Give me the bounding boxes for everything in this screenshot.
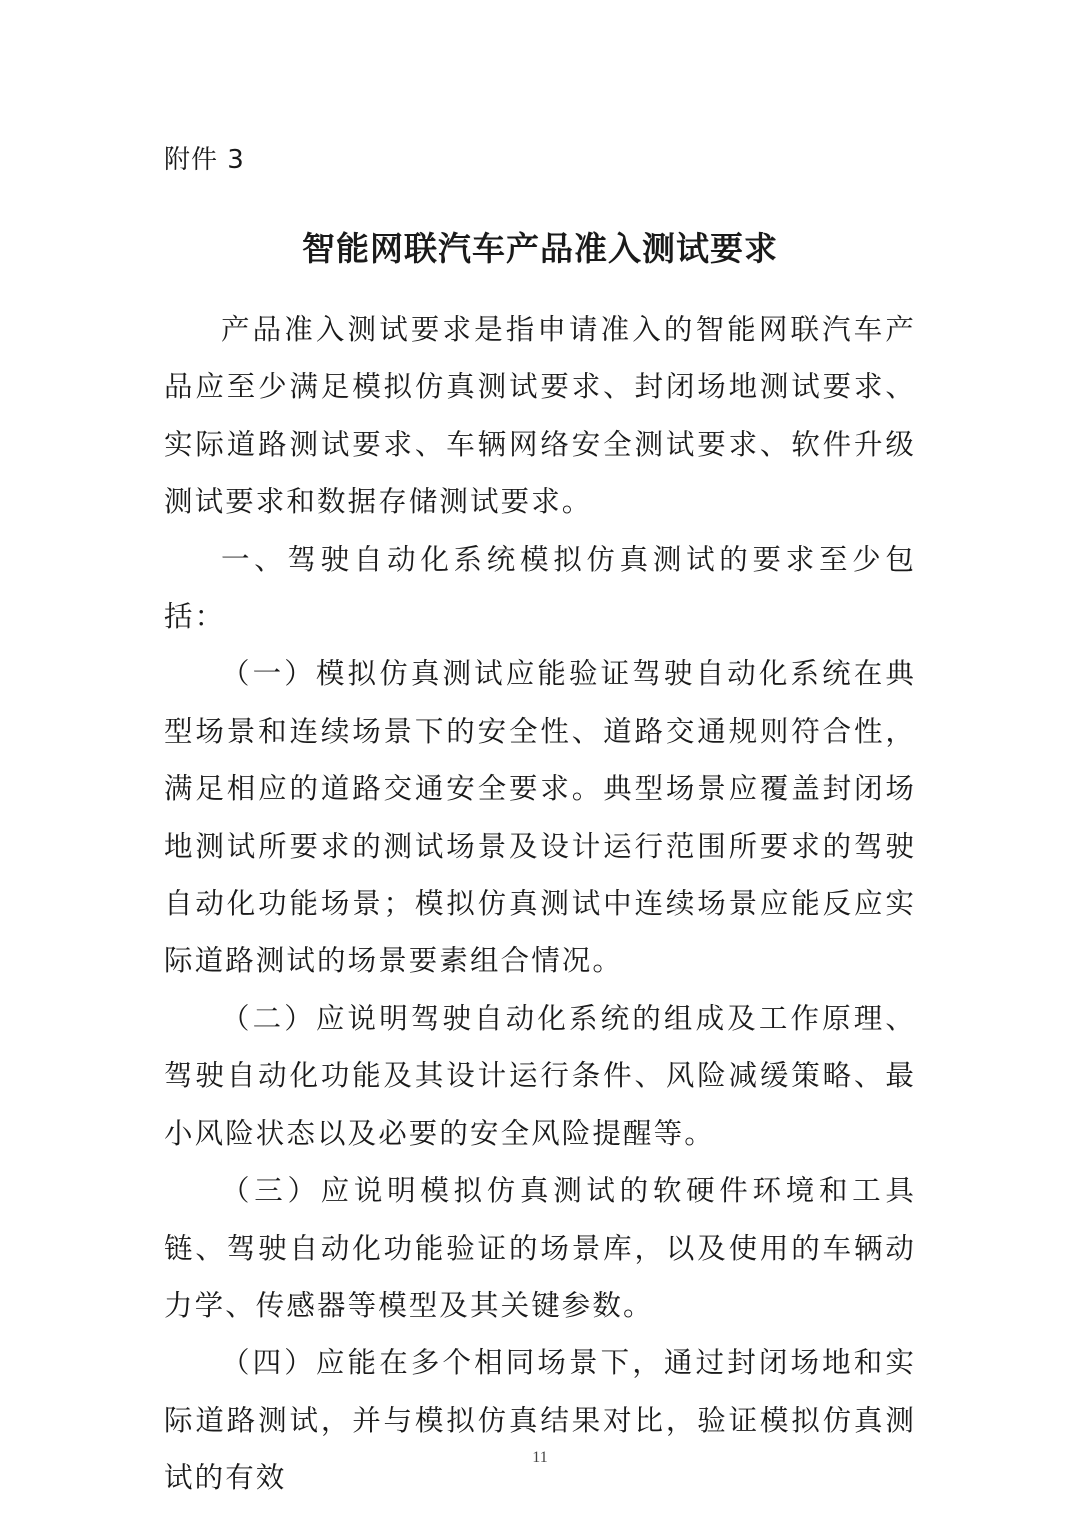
intro-paragraph: 产品准入测试要求是指申请准入的智能网联汽车产品应至少满足模拟仿真测试要求、封闭场地测试要求、实际道路测试要求、车辆网络安全测试要求、软件升级测试要求和数据存储测试要求。 — [164, 313, 916, 519]
section-heading-1: 一、驾驶自动化系统模拟仿真测试的要求至少包括： — [164, 542, 916, 634]
page-number: 11 — [532, 1449, 548, 1466]
attachment-label: 附件 3 — [164, 145, 245, 175]
clause-3: （三）应说明模拟仿真测试的软硬件环境和工具链、驾驶自动化功能验证的场景库，以及使用的车辆动力学、传感器等模型及其关键参数。 — [164, 1174, 916, 1322]
clause-2: （二）应说明驾驶自动化系统的组成及工作原理、驾驶自动化功能及其设计运行条件、风险减缓策略、最小风险状态以及必要的安全风险提醒等。 — [164, 1001, 916, 1150]
clause-1: （一）模拟仿真测试应能验证驾驶自动化系统在典型场景和连续场景下的安全性、道路交通规则符合性，满足相应的道路交通安全要求。典型场景应覆盖封闭场地测试所要求的测试场景及设计运行范围所要求的驾驶自动化功能场景；模拟仿真测试中连续场景应能反应实际道路测试的场景要素组合情况。 — [164, 657, 916, 978]
document-body — [164, 301, 916, 1507]
document-title: 智能网联汽车产品准入测试要求 — [302, 229, 778, 268]
clause-4: （四）应能在多个相同场景下，通过封闭场地和实际道路测试，并与模拟仿真结果对比，验证模拟仿真测试的有效 — [164, 1346, 916, 1495]
